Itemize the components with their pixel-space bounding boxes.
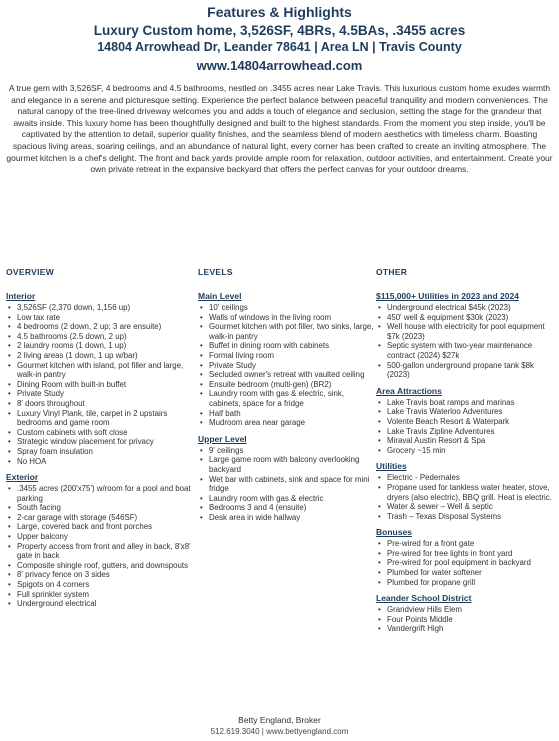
feature-list bbox=[6, 303, 192, 466]
feature-section bbox=[376, 593, 556, 634]
list-item: • Private Study bbox=[198, 361, 374, 371]
section-title: Interior bbox=[6, 291, 36, 301]
list-item: • 4 bedrooms (2 down, 2 up; 3 are ensuite) bbox=[6, 322, 192, 332]
list-item: • Water & sewer – Well & septic bbox=[376, 502, 556, 512]
section-title: Area Attractions bbox=[376, 385, 442, 396]
list-item: • Composite shingle roof, gutters, and downspouts bbox=[6, 561, 192, 571]
list-item: • Underground electrical bbox=[6, 599, 192, 609]
document-footer bbox=[0, 715, 559, 737]
list-item: • Dining Room with built-in buffet bbox=[6, 380, 192, 390]
list-item: • Underground electrical $45k (2023) bbox=[376, 303, 556, 313]
list-item: • 4.5 bathrooms (2.5 down, 2 up) bbox=[6, 332, 192, 342]
list-item: • 2-car garage with storage (546SF) bbox=[6, 513, 192, 523]
list-item: • 2 laundry rooms (1 down, 1 up) bbox=[6, 341, 192, 351]
list-item: • Spigots on 4 corners bbox=[6, 580, 192, 590]
list-item: • Gourmet kitchen with island, pot filler and large, walk-in pantry bbox=[6, 361, 192, 380]
list-item: • 500-gallon underground propane tank $8k (2023) bbox=[376, 361, 556, 380]
list-item: • Walls of windows in the living room bbox=[198, 313, 374, 323]
feature-list bbox=[376, 605, 556, 634]
list-item: • Electric - Pedernales bbox=[376, 473, 556, 483]
list-item: • Luxury Vinyl Plank, tile, carpet in 2 upstairs bedrooms and game room bbox=[6, 409, 192, 428]
list-item: • Vandergrift High bbox=[376, 624, 556, 634]
list-item: • Strategic window placement for privacy bbox=[6, 437, 192, 447]
document-header bbox=[0, 0, 559, 74]
section-title: $115,000+ Utilities in 2023 and 2024 bbox=[376, 291, 519, 301]
list-item: • .3455 acres (200'x75') w/room for a pool and boat parking bbox=[6, 484, 192, 503]
list-item: • Full sprinkler system bbox=[6, 590, 192, 600]
section-title: Main Level bbox=[198, 291, 242, 301]
feature-list bbox=[198, 446, 374, 523]
list-item: • 8' doors throughout bbox=[6, 399, 192, 409]
list-item: • Laundry room with gas & electric bbox=[198, 494, 374, 504]
list-item: • Septic system with two-year maintenance contract (2024) $27k bbox=[376, 341, 556, 360]
feature-section bbox=[376, 386, 556, 456]
list-item: • Lake Travis boat ramps and marinas bbox=[376, 398, 556, 408]
list-item: • Buffet in dining room with cabinets bbox=[198, 341, 374, 351]
feature-section bbox=[376, 291, 556, 380]
list-item: • Large, covered back and front porches bbox=[6, 522, 192, 532]
list-item: • Pre-wired for a front gate bbox=[376, 539, 556, 549]
list-item: • Spray foam insulation bbox=[6, 447, 192, 457]
column-levels bbox=[198, 267, 374, 528]
list-item: • Lake Travis Waterloo Adventures bbox=[376, 407, 556, 417]
feature-list bbox=[376, 303, 556, 380]
section-title: Utilities bbox=[376, 461, 407, 472]
feature-list bbox=[376, 398, 556, 456]
list-item: • Property access from front and alley in back, 8'x8' gate in back bbox=[6, 542, 192, 561]
column-heading: OVERVIEW bbox=[6, 267, 55, 277]
list-item: • Half bath bbox=[198, 409, 374, 419]
list-item: • Lake Travis Zipline Adventures bbox=[376, 427, 556, 437]
list-item: • 9' ceilings bbox=[198, 446, 374, 456]
list-item: • Plumbed for water softener bbox=[376, 568, 556, 578]
list-item: • Custom cabinets with soft close bbox=[6, 428, 192, 438]
list-item: • Volente Beach Resort & Waterpark bbox=[376, 417, 556, 427]
list-item: • Grocery ~15 min bbox=[376, 446, 556, 456]
feature-section bbox=[376, 527, 556, 587]
feature-list bbox=[376, 539, 556, 587]
list-item: • Pre-wired for tree lights in front yard bbox=[376, 549, 556, 559]
property-address: 14804 Arrowhead Dr, Leander 78641 | Area LN | Travis County bbox=[97, 40, 462, 54]
intro-paragraph: A true gem with 3,526SF, 4 bedrooms and 4.5 bathrooms, nestled on .3455 acres near Lake Travis. This luxurious custom home exudes warmth and elegance in a serene and picturesque setting. Experience the perfect balance between peaceful tranquility and modern conveniences. The natural canopy of the tree-lined driveway welcomes you and adds a touch of elegance and seclusion, setting the stage for the grandeur that awaits inside. This luxury home has been thoughtfully designed and built to the highest standards. From the moment you step inside, you'll be captivated by the attention to detail, superior quality finishes, and the seamless blend of modern aesthetics with timeless charm. Boasting spacious living areas, soaring ceilings, and an abundance of natural light, every corner has been crafted to create an inviting atmosphere. The gourmet kitchen is a chef's delight. The front and back yards provide ample room for relaxation, outdoor activities, and entertainment. Create your own private retreat in the expansive backyard that offers the perfect canvas for your outdoor dreams. bbox=[6, 83, 553, 175]
feature-list bbox=[6, 484, 192, 609]
list-item: • Trash – Texas Disposal Systems bbox=[376, 512, 556, 522]
list-item: • Large game room with balcony overlooking backyard bbox=[198, 455, 374, 474]
list-item: • South facing bbox=[6, 503, 192, 513]
list-item: • Upper balcony bbox=[6, 532, 192, 542]
list-item: • Well house with electricity for pool equipment $7k (2023) bbox=[376, 322, 556, 341]
list-item: • Four Points Middle bbox=[376, 615, 556, 625]
list-item: • Gourmet kitchen with pot filler, two sinks, large, walk-in pantry bbox=[198, 322, 374, 341]
column-other bbox=[376, 267, 556, 640]
column-heading: OTHER bbox=[376, 267, 408, 277]
list-item: • Plumbed for propane grill bbox=[376, 578, 556, 588]
list-item: • 2 living areas (1 down, 1 up w/bar) bbox=[6, 351, 192, 361]
list-item: • No HOA bbox=[6, 457, 192, 467]
section-title: Bonuses bbox=[376, 527, 412, 538]
feature-list bbox=[376, 473, 556, 521]
feature-section bbox=[6, 472, 192, 609]
feature-section bbox=[6, 291, 192, 466]
list-item: • Mudroom area near garage bbox=[198, 418, 374, 428]
list-item: • Wet bar with cabinets, sink and space for mini fridge bbox=[198, 475, 374, 494]
list-item: • 3,526SF (2,370 down, 1,156 up) bbox=[6, 303, 192, 313]
list-item: • Desk area in wide hallway bbox=[198, 513, 374, 523]
broker-name: Betty England, Broker bbox=[238, 715, 321, 725]
list-item: • Secluded owner's retreat with vaulted ceiling bbox=[198, 370, 374, 380]
broker-contact-link[interactable]: 512.619.3040 | www.bettyengland.com bbox=[210, 727, 349, 736]
list-item: • Ensuite bedroom (multi-gen) (BR2) bbox=[198, 380, 374, 390]
feature-section bbox=[376, 461, 556, 521]
section-title: Leander School District bbox=[376, 593, 472, 604]
property-summary: Luxury Custom home, 3,526SF, 4BRs, 4.5BAs, .3455 acres bbox=[93, 22, 466, 38]
list-item: • Pre-wired for pool equipment in backyard bbox=[376, 558, 556, 568]
list-item: • Grandview Hills Elem bbox=[376, 605, 556, 615]
document-title: Features & Highlights bbox=[207, 4, 352, 20]
list-item: • 450' well & equipment $30k (2023) bbox=[376, 313, 556, 323]
column-overview bbox=[6, 267, 192, 615]
list-item: • Miraval Austin Resort & Spa bbox=[376, 436, 556, 446]
list-item: • Propane used for tankless water heater, stove, dryers (also electric), BBQ grill. Heat is electric. bbox=[376, 483, 556, 502]
column-heading: LEVELS bbox=[198, 267, 233, 277]
list-item: • Bedrooms 3 and 4 (ensuite) bbox=[198, 503, 374, 513]
feature-list bbox=[198, 303, 374, 428]
list-item: • Laundry room with gas & electric, sink, cabinets, space for a fridge bbox=[198, 389, 374, 408]
property-website-link[interactable]: www.14804arrowhead.com bbox=[196, 57, 363, 73]
feature-section bbox=[198, 291, 374, 428]
section-title: Upper Level bbox=[198, 433, 247, 444]
section-title: Exterior bbox=[6, 472, 39, 483]
list-item: • Low tax rate bbox=[6, 313, 192, 323]
list-item: • 10' ceilings bbox=[198, 303, 374, 313]
list-item: • 8' privacy fence on 3 sides bbox=[6, 570, 192, 580]
feature-section bbox=[198, 434, 374, 523]
list-item: • Formal living room bbox=[198, 351, 374, 361]
list-item: • Private Study bbox=[6, 389, 192, 399]
